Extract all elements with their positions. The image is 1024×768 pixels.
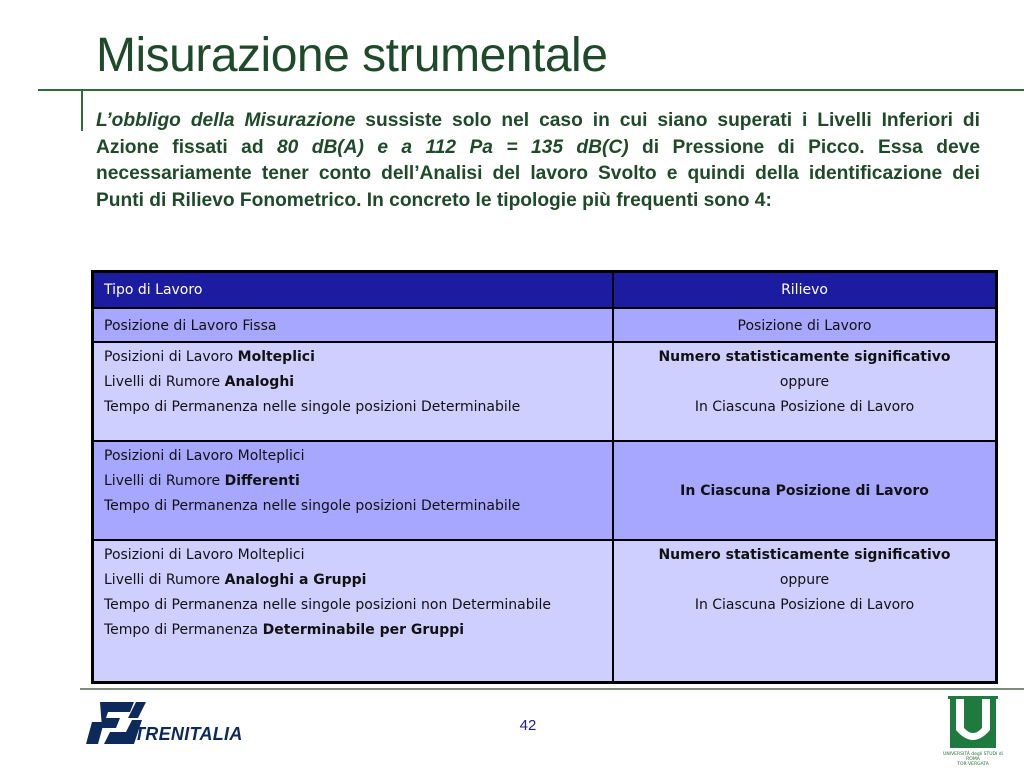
slide-title: Misurazione strumentale — [96, 29, 608, 82]
university-caption — [942, 752, 1004, 767]
measurement-table — [91, 270, 998, 684]
row3-line2-bold: Differenti — [224, 473, 300, 489]
row2-line1-bold: Molteplici — [237, 349, 315, 365]
intro-italic-values: 80 dB(A) e a 112 Pa = 135 dB(C) — [276, 136, 629, 158]
row4-line3: Tempo di Permanenza nelle singole posizioni non Determinabile — [104, 597, 552, 613]
table-header-row — [94, 273, 995, 309]
row4-rilievo-bold: Numero statisticamente significativo — [658, 547, 951, 563]
header-rilievo: Rilievo — [781, 282, 828, 298]
row3-line3: Tempo di Permanenza nelle singole posizioni Determinabile — [104, 498, 521, 514]
page-number: 42 — [519, 717, 537, 734]
row2-line1-plain: Posizioni di Lavoro — [104, 349, 238, 365]
row4-tipo — [94, 541, 614, 681]
header-tipo-di-lavoro: Tipo di Lavoro — [94, 273, 614, 307]
row2-line2-plain: Livelli di Rumore — [104, 374, 225, 390]
row4-line4-plain: Tempo di Permanenza — [104, 622, 263, 638]
footer-rule — [80, 688, 1024, 690]
row4-rilievo-line1 — [624, 546, 985, 565]
row2-rilievo-line2: oppure — [779, 374, 830, 390]
intro-text-2: di Pressione di Picco. Essa deve necessariamente tener conto dell’Analisi del lavoro Svolto e quindi della identificazione dei Punti di Rilievo Fonometrico. In concreto le tipologie più frequenti sono 4: — [96, 136, 980, 211]
intro-paragraph — [96, 108, 980, 214]
row4-line2-plain: Livelli di Rumore — [104, 572, 225, 588]
row2-rilievo-line3: In Ciascuna Posizione di Lavoro — [694, 399, 915, 415]
row3-rilievo-text: In Ciascuna Posizione di Lavoro — [680, 482, 929, 499]
title-underline — [38, 89, 1024, 91]
row4-rilievo — [614, 541, 995, 681]
row2-line3: Tempo di Permanenza nelle singole posizioni Determinabile — [104, 399, 521, 415]
row2-line1 — [104, 348, 602, 367]
row4-line2 — [104, 571, 602, 590]
row2-rilievo-line1 — [624, 348, 985, 367]
table-row — [94, 442, 995, 541]
intro-italic-lead: L’obbligo della Misurazione — [96, 110, 356, 131]
row3-line2-plain: Livelli di Rumore — [104, 473, 225, 489]
row2-tipo — [94, 343, 614, 440]
row3-tipo — [94, 442, 614, 539]
row3-line2 — [104, 472, 602, 491]
title-side-rule — [81, 89, 83, 131]
table-row — [94, 343, 995, 442]
intro-text-1: sussiste solo nel caso in cui siano superati i Livelli Inferiori di Azione fissati ad — [96, 110, 980, 158]
row4-rilievo-line3: In Ciascuna Posizione di Lavoro — [694, 597, 915, 613]
row2-rilievo-bold: Numero statisticamente significativo — [658, 349, 951, 365]
table-row — [94, 309, 995, 343]
trenitalia-wordmark: TRENITALIA — [134, 724, 243, 744]
row3-line1: Posizioni di Lavoro Molteplici — [104, 448, 305, 464]
row1-tipo: Posizione di Lavoro Fissa — [94, 309, 614, 341]
row4-rilievo-line2: oppure — [779, 572, 830, 588]
row4-line2-bold: Analoghi a Gruppi — [224, 572, 367, 588]
table-row — [94, 541, 995, 681]
row2-rilievo — [614, 343, 995, 440]
row2-line2-bold: Analoghi — [224, 374, 295, 390]
row4-line4 — [104, 621, 602, 640]
row2-line2 — [104, 373, 602, 392]
row3-rilievo — [614, 442, 995, 539]
university-caption-line1: UNIVERSITÀ degli STUDI di ROMA — [943, 752, 1003, 762]
row4-line4-bold: Determinabile per Gruppi — [262, 622, 465, 638]
row1-rilievo: Posizione di Lavoro — [737, 318, 872, 334]
row4-line1: Posizioni di Lavoro Molteplici — [104, 547, 305, 563]
university-caption-line2: TOR VERGATA — [957, 762, 989, 767]
